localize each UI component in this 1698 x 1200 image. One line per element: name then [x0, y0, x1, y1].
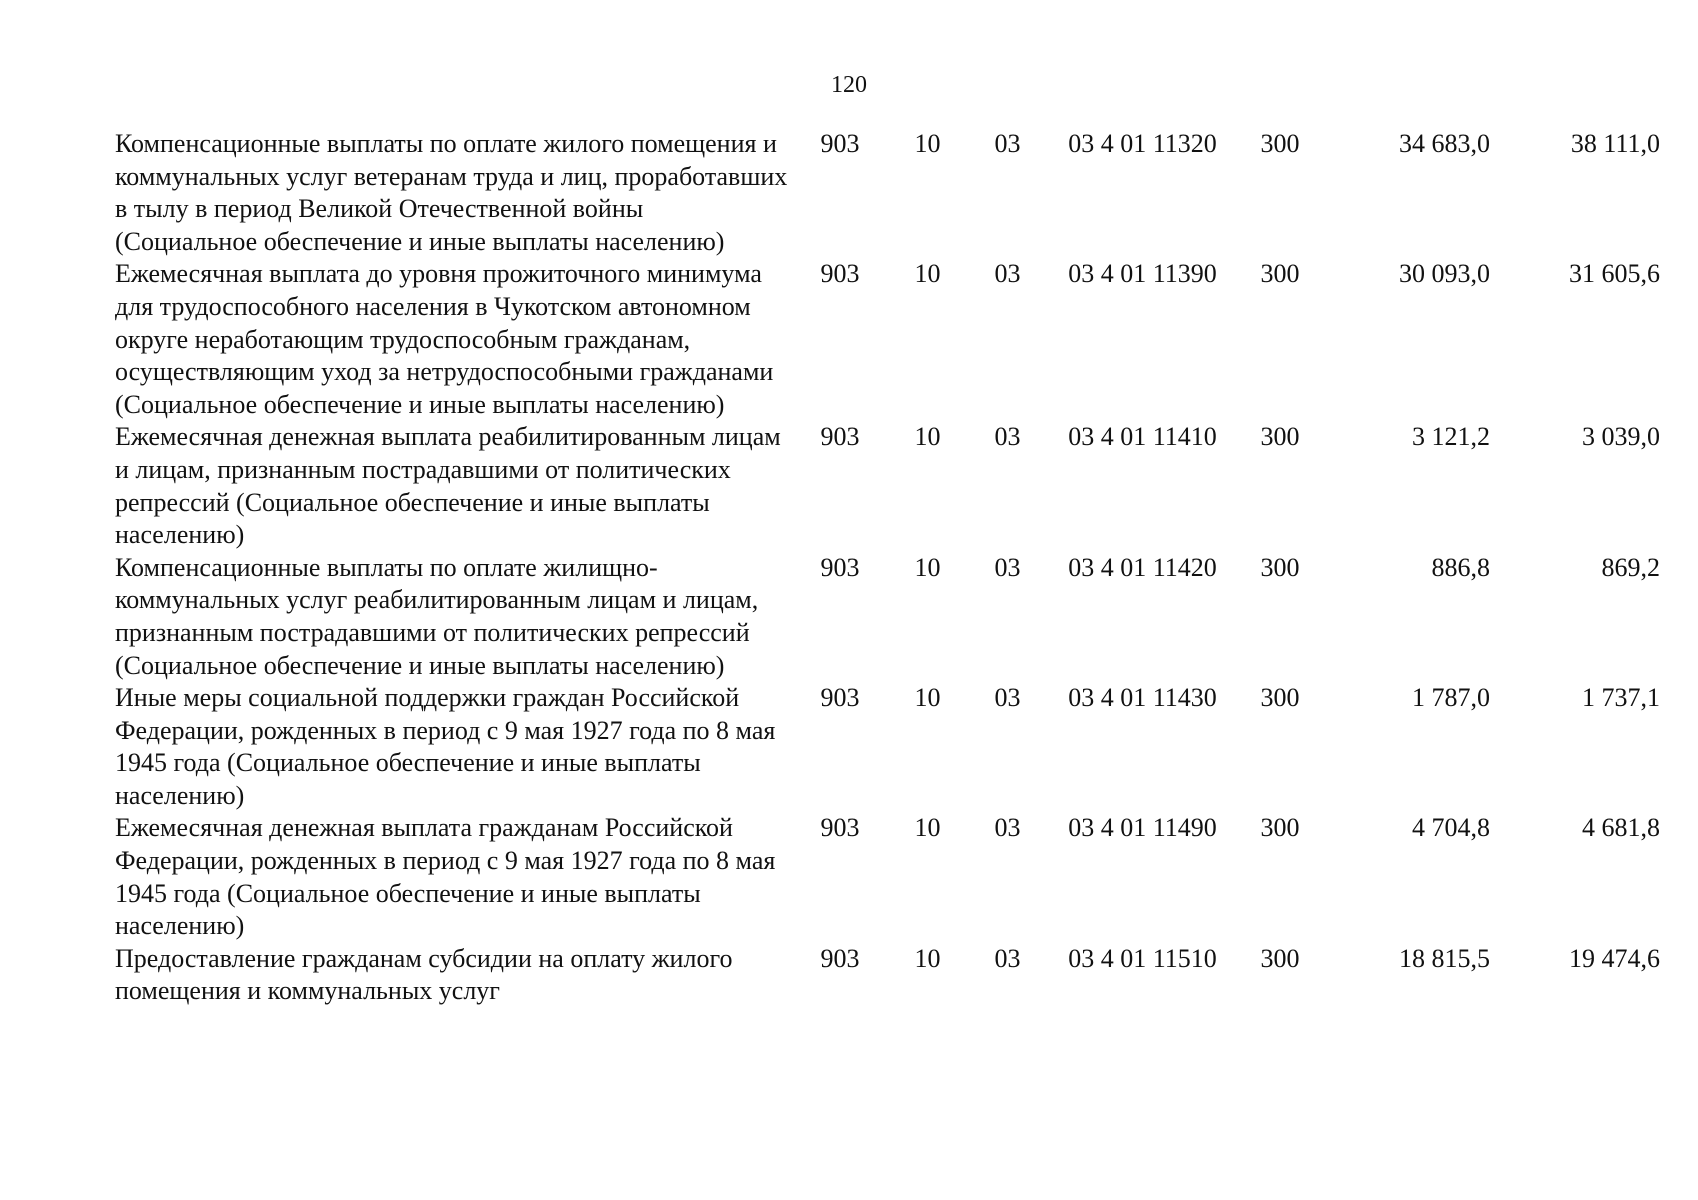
row-amount-2: 3 039,0 [1582, 422, 1660, 452]
row-section-code: 10 [914, 813, 941, 843]
row-target-article: 03 4 01 11490 [1068, 813, 1217, 843]
row-expense-type: 300 [1260, 813, 1300, 843]
row-ved-code: 903 [820, 129, 860, 158]
row-subsection-code: 03 [994, 129, 1021, 158]
row-amount-2: 869,2 [1601, 552, 1660, 582]
row-section-code: 10 [914, 683, 941, 713]
row-amount-1: 18 815,5 [1399, 943, 1490, 973]
row-expense-type: 300 [1260, 552, 1300, 582]
row-description: Компенсационные выплаты по оплате жилого помещения и коммунальных услуг ветеранам труда и лиц, проработавших в тылу в период Великой Отечественной войны (Социальное обеспечение и иные выплаты населению) [115, 129, 788, 256]
row-amount-1: 886,8 [1431, 552, 1490, 582]
row-amount-1: 34 683,0 [1399, 129, 1490, 158]
row-target-article: 03 4 01 11410 [1068, 422, 1217, 452]
row-ved-code: 903 [820, 259, 860, 289]
table-row [115, 128, 1660, 258]
row-section-code: 10 [914, 129, 941, 158]
row-description: Иные меры социальной поддержки граждан Российской Федерации, рожденных в период с 9 мая 1927 года по 8 мая 1945 года (Социальное обеспечение и иные выплаты населению) [115, 683, 776, 810]
row-expense-type: 300 [1260, 422, 1300, 452]
row-section-code: 10 [914, 552, 941, 582]
row-amount-2: 1 737,1 [1582, 683, 1660, 713]
row-description: Ежемесячная денежная выплата гражданам Российской Федерации, рожденных в период с 9 мая 1927 года по 8 мая 1945 года (Социальное обеспечение и иные выплаты населению) [115, 813, 776, 941]
row-description: Предоставление гражданам субсидии на оплату жилого помещения и коммунальных услуг [115, 943, 733, 1006]
row-amount-1: 30 093,0 [1399, 259, 1490, 289]
row-amount-2: 19 474,6 [1569, 943, 1660, 973]
row-subsection-code: 03 [994, 422, 1021, 452]
row-target-article: 03 4 01 11510 [1068, 943, 1217, 973]
row-amount-2: 38 111,0 [1570, 129, 1660, 158]
row-target-article: 03 4 01 11390 [1068, 259, 1217, 289]
row-description: Компенсационные выплаты по оплате жилищно-коммунальных услуг реабилитированным лицам и лицам, признанным пострадавшими от политических репрессий (Социальное обеспечение и иные выплаты населению) [115, 552, 759, 680]
row-section-code: 10 [914, 259, 941, 289]
table-row [115, 258, 1660, 421]
row-expense-type: 300 [1260, 129, 1300, 158]
row-expense-type: 300 [1260, 683, 1300, 713]
table-row [115, 943, 1660, 1008]
row-ved-code: 903 [820, 813, 860, 843]
row-amount-2: 31 605,6 [1569, 259, 1660, 289]
row-subsection-code: 03 [994, 683, 1021, 713]
row-ved-code: 903 [820, 552, 860, 582]
page-number: 120 [831, 72, 867, 98]
row-ved-code: 903 [820, 943, 860, 973]
row-description: Ежемесячная денежная выплата реабилитированным лицам и лицам, признанным пострадавшими от политических репрессий (Социальное обеспечение и иные выплаты населению) [115, 422, 781, 550]
row-section-code: 10 [914, 943, 941, 973]
row-subsection-code: 03 [994, 813, 1021, 843]
row-amount-1: 3 121,2 [1412, 422, 1490, 452]
table-row [115, 682, 1660, 812]
row-subsection-code: 03 [994, 552, 1021, 582]
row-description: Ежемесячная выплата до уровня прожиточного минимума для трудоспособного населения в Чукотском автономном округе неработающим трудоспособным гражданам, осуществляющим уход за нетрудоспособными гражданами (Социальное обеспечение и иные выплаты населению) [115, 259, 774, 419]
table-row [115, 552, 1660, 682]
row-target-article: 03 4 01 11430 [1068, 683, 1217, 713]
row-subsection-code: 03 [994, 943, 1021, 973]
table-row [115, 421, 1660, 551]
row-subsection-code: 03 [994, 259, 1021, 289]
row-expense-type: 300 [1260, 943, 1300, 973]
row-amount-1: 4 704,8 [1412, 813, 1490, 843]
row-ved-code: 903 [820, 422, 860, 452]
row-ved-code: 903 [820, 683, 860, 713]
budget-table [115, 128, 1660, 1008]
row-expense-type: 300 [1260, 259, 1300, 289]
row-target-article: 03 4 01 11420 [1068, 552, 1217, 582]
row-section-code: 10 [914, 422, 941, 452]
row-amount-2: 4 681,8 [1582, 813, 1660, 843]
table-row [115, 812, 1660, 942]
row-target-article: 03 4 01 11320 [1068, 129, 1217, 158]
row-amount-1: 1 787,0 [1412, 683, 1490, 713]
